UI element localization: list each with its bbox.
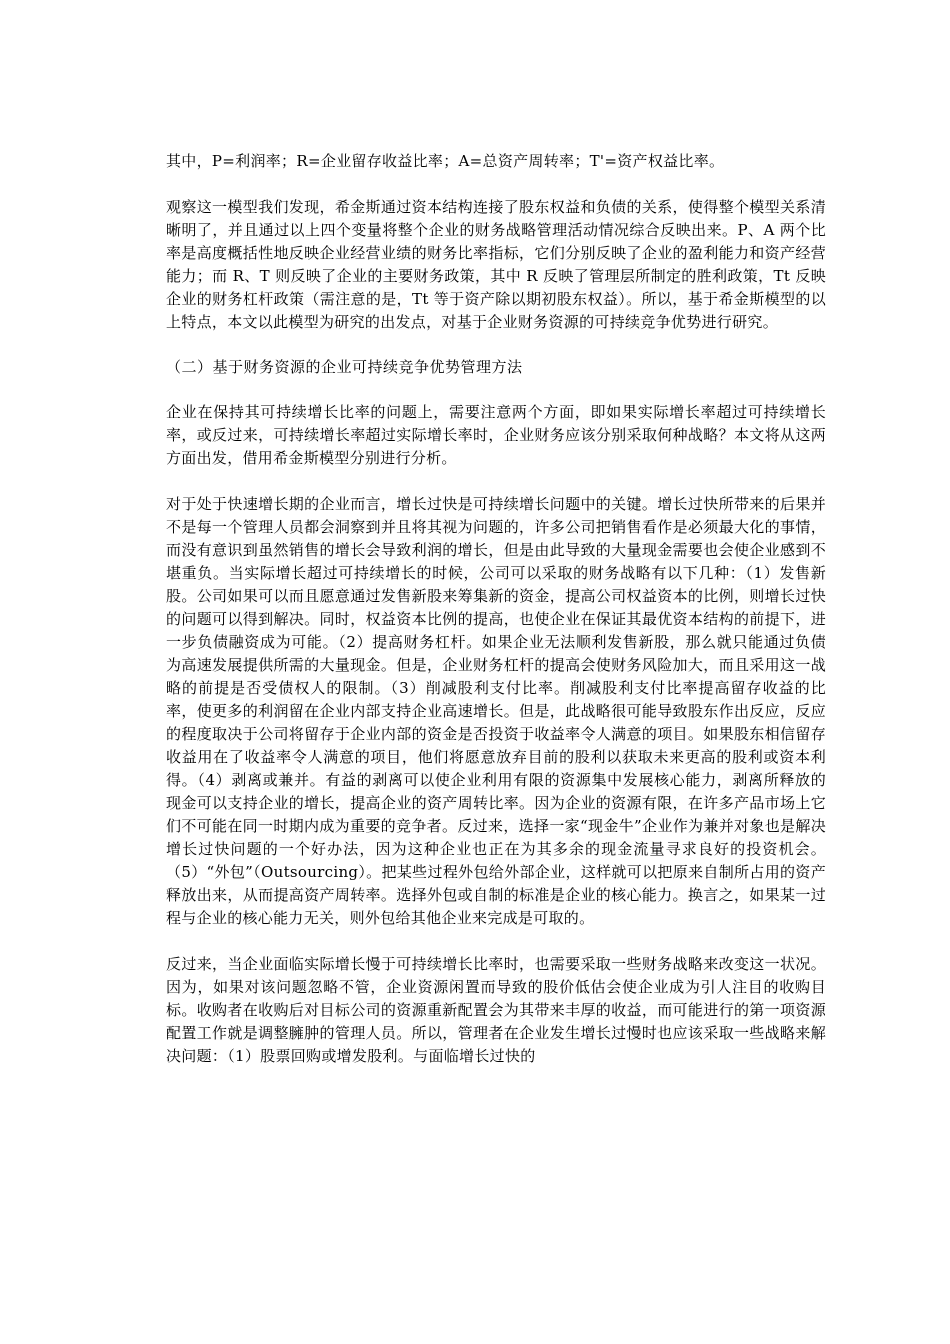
section-heading: （二）基于财务资源的企业可持续竞争优势管理方法 (166, 358, 523, 376)
document-page (166, 150, 826, 1068)
paragraph-two-aspects: 企业在保持其可持续增长比率的问题上，需要注意两个方面，即如果实际增长率超过可持续增长率，或反过来，可持续增长率超过实际增长率时，企业财务应该分别采取何种战略？本文将从这两方面出发，借用希金斯模型分别进行分析。 (166, 403, 826, 467)
paragraph-slow-growth-strategies: 反过来，当企业面临实际增长慢于可持续增长比率时，也需要采取一些财务战略来改变这一状况。因为，如果对该问题忽略不管，企业资源闲置而导致的股价低估会使企业成为引人注目的收购目标。收购者在收购后对目标公司的资源重新配置会为其带来丰厚的收益，而可能进行的第一项资源配置工作就是调整臃肿的管理人员。所以，管理者在企业发生增长过慢时也应该采取一些战略来解决问题：（1）股票回购或增发股利。与面临增长过快的 (166, 955, 826, 1065)
paragraph-fast-growth-strategies: 对于处于快速增长期的企业而言，增长过快是可持续增长问题中的关键。增长过快所带来的后果并不是每一个管理人员都会洞察到并且将其视为问题的，许多公司把销售看作是必须最大化的事情，而没有意识到虽然销售的增长会导致利润的增长，但是由此导致的大量现金需要也会使企业感到不堪重负。当实际增长超过可持续增长的时候，公司可以采取的财务战略有以下几种：（1）发售新股。公司如果可以而且愿意通过发售新股来筹集新的资金，提高公司权益资本的比例，则增长过快的问题可以得到解决。同时，权益资本比例的提高，也使企业在保证其最优资本结构的前提下，进一步负债融资成为可能。（2）提高财务杠杆。如果企业无法顺利发售新股，那么就只能通过负债为高速发展提供所需的大量现金。但是，企业财务杠杆的提高会使财务风险加大，而且采用这一战略的前提是否受债权人的限制。（3）削减股利支付比率。削减股利支付比率提高留存收益的比率，使更多的利润留在企业内部支持企业高速增长。但是，此战略很可能导致股东作出反应，反应的程度取决于公司将留存于企业内部的资金是否投资于收益率令人满意的项目。如果股东相信留存收益用在了收益率令人满意的项目，他们将愿意放弃目前的股利以获取未来更高的股利或资本利得。（4）剥离或兼并。有益的剥离可以使企业利用有限的资源集中发展核心能力，剥离所释放的现金可以支持企业的增长，提高企业的资产周转比率。因为企业的资源有限，在许多产品市场上它们不可能在同一时期内成为重要的竞争者。反过来，选择一家“现金牛”企业作为兼并对象也是解决增长过快问题的一个好办法，因为这种企业也正在为其多余的现金流量寻求良好的投资机会。（5）“外包”（Outsourcing）。把某些过程外包给外部企业，这样就可以把原来自制所占用的资产释放出来，从而提高资产周转率。选择外包或自制的标准是企业的核心能力。换言之，如果某一过程与企业的核心能力无关，则外包给其他企业来完成是可取的。 (166, 495, 826, 927)
paragraph-variable-definitions: 其中，P=利润率；R=企业留存收益比率；A=总资产周转率；T'=资产权益比率。 (166, 152, 725, 170)
paragraph-model-observation: 观察这一模型我们发现，希金斯通过资本结构连接了股东权益和负债的关系，使得整个模型关系清晰明了，并且通过以上四个变量将整个企业的财务战略管理活动情况综合反映出来。P、A 两个比率是高度概括性地反映企业经营业绩的财务比率指标，它们分别反映了企业的盈利能力和资产经营能力；而 R、T 则反映了企业的主要财务政策，其中 R 反映了管理层所制定的胜利政策，Tt 反映企业的财务杠杆政策（需注意的是，Tt 等于资产除以期初股东权益）。所以，基于希金斯模型的以上特点，本文以此模型为研究的出发点，对基于企业财务资源的可持续竞争优势进行研究。 (166, 198, 826, 331)
